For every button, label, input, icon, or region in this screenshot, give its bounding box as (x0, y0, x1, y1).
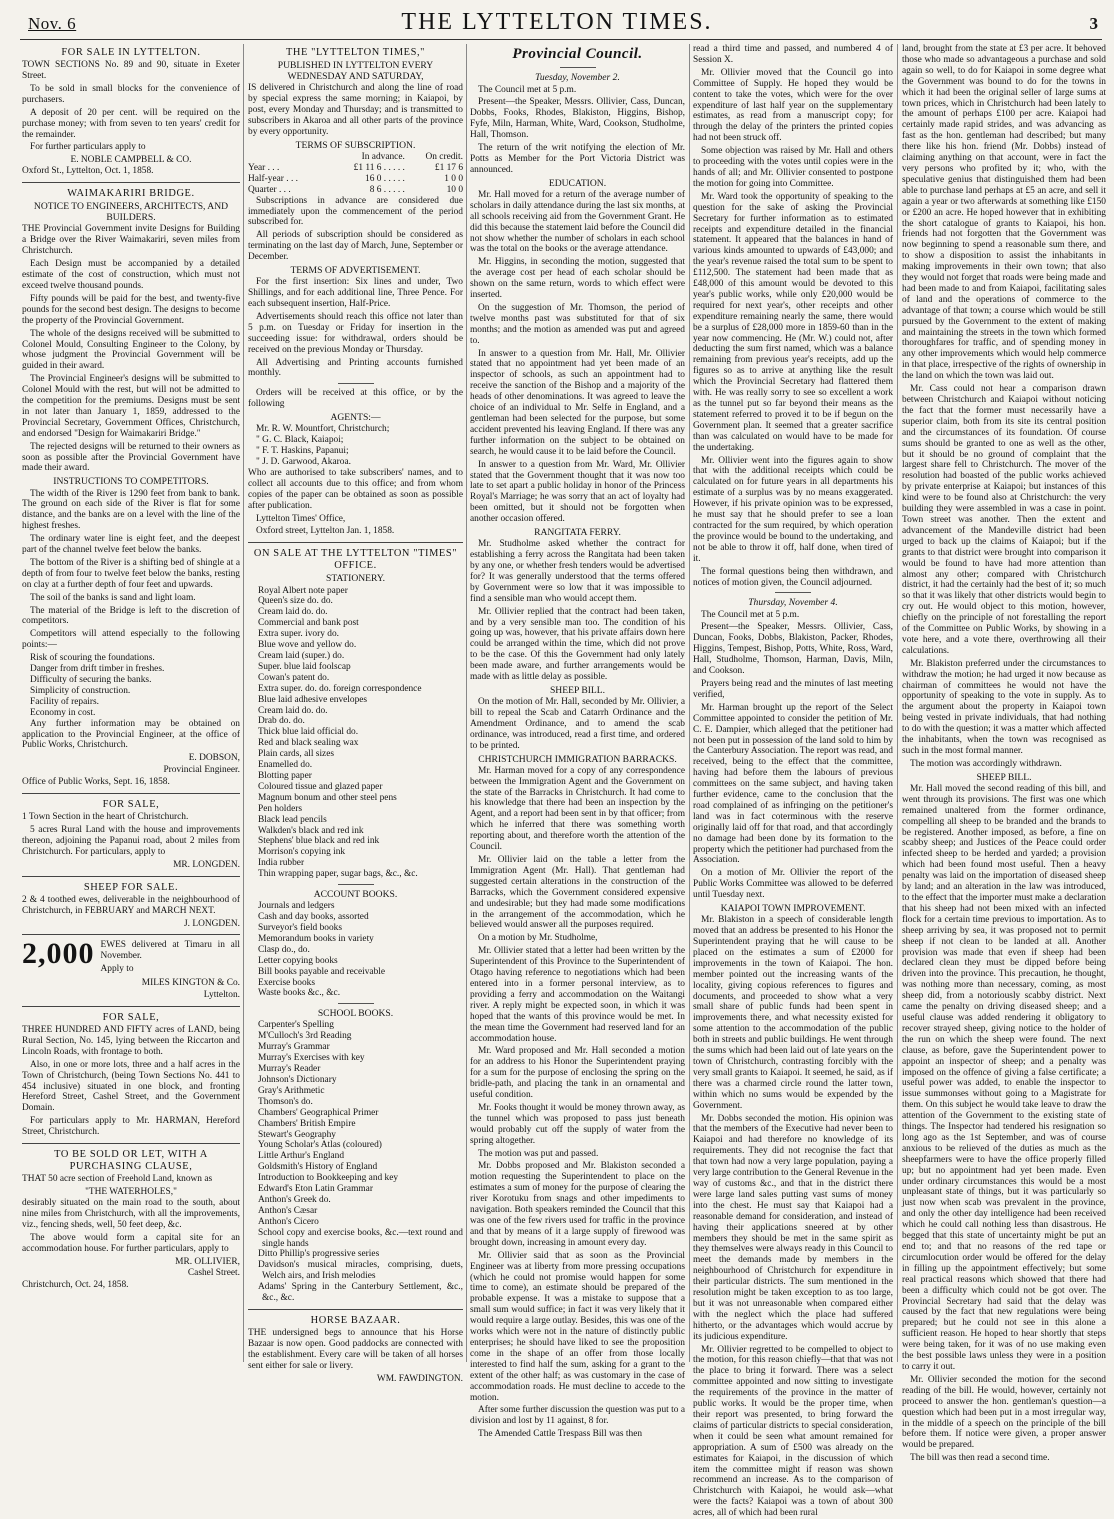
report-paragraph: Mr. Blakiston in a speech of considerable length moved that an address be presented to his Honor the Superintendent praying that he will cause to be placed on the estimates a sum of £2000 for improvements in the town of Kaiapoi. The hon. member pointed out the increasing wants of the locality, giving copious references to figures and documents, and proceeded to show what a very small share of public funds had been spent in improvements there, and what necessity existed for some attention to the accommodation of the public both in streets and public buildings. He went through the sums which had been laid out of late years on the town of Christchurch, contrasting forcibly with the very small grants to Kaiapoi. It seemed, he said, as if there was a charmed circle round the latter town, within which no sums would be expended by the Government. (693, 915, 893, 1111)
table-row (248, 174, 463, 185)
list-item: Mr. R. W. Mountfort, Christchurch; (256, 424, 390, 435)
list-item: Murray's Grammar (258, 1042, 330, 1053)
ad-body: THREE HUNDRED AND FIFTY acres of LAND, being Rural Section, No. 145, lying between the Riccarton and Lincoln Roads, with frontage to both. (22, 1025, 240, 1057)
report-subheading: SHEEP BILL. (976, 771, 1032, 783)
column-divider (466, 44, 467, 1362)
ad-heading: FOR SALE IN LYTTELTON. (61, 47, 201, 58)
list-item: Black lead pencils (258, 814, 327, 825)
report-paragraph: Mr. Ollivier said that as soon as the Provincial Engineer was at liberty from more pressing occupations (which he could not promise would happen for some time to come), an estimate should be prepared of the probable expense. It was a mistake to suppose that a small sum would suffice; in fact it was very likely that it would require a large outlay. Besides, this was one of the works which were not in the nature of distinctly public enterprises; he should have liked to see the proposition come in the shape of an offer from those locally interested to find half the sum, asking for a grant to the extent of the other half; as was customary in the case of accommodation roads. He must decline to accede to the motion. (470, 1250, 685, 1403)
ad-text: To be sold in small blocks for the convenience of purchasers. (22, 83, 240, 105)
list-item: Stephens' blue black and red ink (258, 836, 380, 847)
ad-text: desirably situated on the main road to the south, about nine miles from Christchurch, with all the improvements, viz., fencing sheds, well, 50 feet deep, &c. (22, 1198, 240, 1230)
ad-text: The ordinary water line is eight feet, and the deepest part of the channel twelve feet below the banks. (22, 534, 240, 556)
notice-body: IS delivered in Christchurch and along the line of road by special express the same morning; in Kaiapoi, by post, every Monday and Thursday; and is transmitted to subscribers in Akaroa and all other parts of the province by every opportunity. (248, 83, 463, 137)
column-divider (243, 44, 244, 1362)
list-item: Difficulty of securing the banks. (30, 675, 152, 685)
ad-text: A deposit of 20 per cent. will be required on the purchase money; with from seven to ten years' credit for the remainder. (22, 107, 240, 140)
agents-heading: AGENTS:— (330, 412, 381, 424)
ad-signature: Cashel Street. (187, 1268, 240, 1279)
report-subheading: CHRISTCHURCH IMMIGRATION BARRACKS. (478, 753, 677, 765)
report-paragraph: The bill was then read a second time. (910, 1453, 1050, 1464)
notice-subheading: PUBLISHED IN LYTTELTON EVERY WEDNESDAY AND SATURDAY, (277, 60, 434, 83)
table-cell: 8 6 . . . . . (369, 184, 405, 195)
divider (22, 793, 240, 794)
ad-text: The bottom of the River is a shifting bed of shingle at a depth of from four to twelve feet below the banks, resting on clay at a further depth of four feet and upwards. (22, 557, 240, 590)
report-paragraph: Mr. Cass could not hear a comparison drawn between Christchurch and Kaiapoi without noticing the fact that the former must necessarily have a superior claim, both from its site its central position and the circumstances of its foundation. Of course sums should be granted to one as well as the other, but it should be no ground of complaint that the largest share fell to Christchurch. The mover of the resolution had boasted of the public works achieved by private enterprise at Kaiapoi; but instances of this kind were to be found also at Christchurch: the very building they were assembled in was a case in point. Town street was another. Then the extent and advancement of the Mandeville district had been urged to back up the claims of Kaiapoi; but if the grants to that district were brought into comparison it would be found to have had more attention than almost any other; compared with Christchurch district, it had the certainly had the best of it; so much so that it was likely that other districts would begin to cry out. He would object to this motion, however, chiefly on the principle of not forestalling the report of the Committee on Public Works, by showing in a vote here, and a vote there, overthrowing all their calculations. (902, 384, 1106, 656)
report-paragraph: Mr. Hall moved for a return of the average number of scholars in daily attendance during the last six months, at all schools receiving aid from the Government Grant. He did this because the statement laid before the Council did not show whether the number of scholars in each school was the total on the books or the average attendance. (470, 189, 685, 255)
report-paragraph: Mr. Ollivier moved that the Council go into Committee of Supply. He hoped they would be content to take the votes, which were for the over expenditure of last half year on the supplementary estimates, as read from a manuscript copy; for through the delay of the printers the printed copies had not been struck off. (693, 67, 893, 144)
list-item: Introduction to Bookkeeping and key (258, 1173, 399, 1184)
list-item: Anthon's Cicero (258, 1216, 319, 1227)
list-item: Ditto Phillip's progressive series (258, 1249, 380, 1260)
newspaper-title: THE LYTTELTON TIMES. (401, 9, 713, 35)
report-paragraph: On a motion by Mr. Studholme, (478, 933, 598, 944)
list-item: Cream laid do. do. (258, 607, 328, 618)
list-item: Thin wrapping paper, sugar bags, &c., &c. (258, 869, 418, 880)
list-item: Blotting paper (258, 770, 312, 781)
ad-signature: MR. LONGDEN. (173, 859, 240, 870)
notice-signature: Lyttelton Times' Office, (256, 513, 346, 524)
divider (22, 1143, 240, 1144)
list-item: Anthon's Greek do. (258, 1194, 331, 1205)
separator (338, 884, 374, 885)
list-item: Edward's Eton Latin Grammar (258, 1184, 373, 1195)
points-list (22, 653, 240, 718)
list-item: Memorandum books in variety (258, 933, 374, 944)
table-row (248, 185, 463, 196)
list-item: Red and black sealing wax (258, 738, 359, 749)
notice-text: Advertisements should reach this office not later than 5 p.m. on Tuesday or Friday for insertion in the succeeding issue: for withdrawal, orders should be received on the previous Monday or Thursday. (248, 311, 463, 355)
ad-text: Apply to (100, 964, 134, 975)
report-paragraph: Mr. Studholme asked whether the contract for establishing a ferry across the Rangitata had been taken by any one, or whether fresh tenders would be advertised for? It was generally understood that the terms offered by Government were so low that it was impossible to find a sensible man who would accept them. (470, 539, 685, 604)
report-paragraph: read a third time and passed, and numbered 4 of Session X. (693, 44, 893, 65)
report-paragraph: Mr. Higgins, in seconding the motion, suggested that the average cost per head of each scholar should be shown on the same return, words to which effect were inserted. (470, 257, 685, 301)
ad-text: For further particulars apply to (30, 142, 146, 153)
notice-lyttelton-times (248, 47, 463, 537)
list-item: Stewart's Geography (258, 1129, 336, 1140)
ad-body: THE Provincial Government invite Designs for Building a Bridge over the River Waimakariri, seven miles from Christchurch. (22, 224, 240, 257)
report-paragraph: On the motion of Mr. Hall, seconded by Mr. Ollivier, a bill to repeal the Scab and Catarrh Ordinance and the Amendment Ordinance, and to amend the scab ordinance, was introduced, read a first time, and ordered to be printed. (470, 697, 685, 751)
report-paragraph: Mr. Ollivier replied that the contract had been taken, and by a very sensible man too. The condition of his going up was, however, that his private affairs down here could be arranged within the time, which did not prove to be the case. Of this the Government had only lately been made aware, and further arrangements would be made with as little delay as possible. (470, 606, 685, 683)
notice-text: Subscriptions in advance are considered due immediately upon the commencement of the period subscribed for. (248, 195, 463, 228)
table-header-row (248, 152, 463, 163)
ad-lyttelton-sections (22, 47, 240, 177)
report-paragraph: Present—the Speaker, Messrs. Ollivier, Cass, Duncan, Fooks, Dobbs, Blakiston, Packer, Rhodes, Higgins, Tempest, Bishop, Potts, White, Ross, Ward, Hall, Studholme, Thomson, Harman, Davis, Miln, and Cookson. (693, 622, 893, 677)
separator (338, 1003, 374, 1004)
report-paragraph: The motion was accordingly withdrawn. (910, 758, 1062, 769)
report-paragraph: Mr. Ollivier stated that a letter had been written by the Superintendent of this Province to the Superintendent of Otago having reference to negotiations which had been entered into in a former personal interview, as to providing a ferry and accommodation on the Waitangi river. A reply might be expected soon, in which it was hoped that the wants of this province would be met. In the mean time the Government had reserved land for an accommodation house. (470, 946, 685, 1044)
list-item: Journals and ledgers (258, 901, 335, 912)
ad-text: The rejected designs will be returned to their owners as soon as possible after the Provincial Government have made their award. (22, 441, 240, 474)
list-item: Cowan's patent do. (258, 672, 330, 683)
report-paragraph: Present—the Speaker, Messrs. Ollivier, Cass, Duncan, Dobbs, Fooks, Rhodes, Blakiston, Higgins, Bishop, Fyfe, Miln, Harman, White, Ward, Cookson, Studholme, Hall, Thomson. (470, 97, 685, 141)
report-paragraph: The Council met at 5 p.m. (478, 84, 577, 95)
ad-signature: MILES KINGTON & Co. (141, 978, 240, 989)
report-paragraph: land, brought from the state at £3 per acre. It behoved those who made so advantageous a purchase and sold again so well, to do for Kaiapoi in some degree what the Government was bound to do for the towns in which it had been the original seller of large sums at town prices, which in Christchurch had been lately to the amount of perhaps £100 per acre. Kaiapoi had certainly made rapid strides, and was advancing as fast as the hon. gentleman had described; but many there like his hon. friend (Mr. Dobbs) instead of claiming anything on that account, were in fact the very persons who profited by it; who, with the speculative genius that distinguished them had been able to purchase land perhaps at £5 an acre, and sell it again a year or two afterwards at something like £150 or £200 an acre. He hoped however that in exhibiting the short catalogue of grants to Kaiapoi, his hon. friends had not forgotten that the Government was now beginning to spend a reasonable sum there, and to show a disposition to assist the inhabitants in making improvements in their own town; that also they would not forget that roads were being made and had been made to and from Kaiapoi, facilitating sales of land and the operations of commerce to the advantage of that town; a course which would be still pursued by the Government to the extent of making and maintaining the streets in the town which formed thoroughfares for traffic, and of spending money in any other improvements which would help commerce in that place, irrespective of the rights of ownership in the land on which the town was laid out. (902, 44, 1106, 382)
list-item: Murray's Exercises with key (258, 1053, 365, 1064)
column-1 (22, 44, 240, 1364)
report-paragraph: Mr. Ollivier laid on the table a letter from the Immigration Agent (Mr. Hall). That gentleman had suggested certain alterations in the construction of the Barracks, which the Government considered expensive and undesirable; but they had made some modifications in the arrangement of the accommodation, which he believed would answer all the purposes required. (470, 855, 685, 931)
list-item: India rubber (258, 858, 305, 869)
list-item: Enamelled do. (258, 760, 313, 771)
separator (560, 67, 596, 68)
report-paragraph: The motion was put and passed. (478, 1148, 599, 1159)
list-item: Drab do. do. (258, 716, 305, 727)
ad-text: The material of the Bridge is left to the discretion of competitors. (22, 605, 240, 627)
list-item: Magnum bonum and other steel pens (258, 792, 397, 803)
divider (248, 1309, 463, 1310)
ad-heading: FOR SALE, (102, 799, 160, 811)
list-item: Cream laid do. do. (258, 705, 328, 716)
report-paragraph: The Council met at 5 p.m. (701, 609, 800, 620)
ad-body: 1 Town Section in the heart of Christchurch. (22, 812, 189, 823)
list-item: Plain cards, all sizes (258, 749, 335, 760)
divider (248, 542, 463, 543)
ad-heading: SHEEP FOR SALE. (83, 881, 179, 893)
list-item: Thomson's do. (258, 1096, 313, 1107)
list-item: Clasp do., do. (258, 944, 310, 955)
ad-for-sale-town-section (22, 799, 240, 871)
list-item: Coloured tissue and glazed paper (258, 781, 383, 792)
report-paragraph: After some further discussion the question was put to a division and lost by 11 against, 8 for. (470, 1405, 685, 1427)
report-paragraph: Mr. Ollivier seconded the motion for the second reading of the bill. He would, however, certainly not proceed to answer the hon. gentleman's question—a question which had been put in a most irregular way, in the middle of a speech on the principle of the bill before them. If notice were given, a proper answer would be prepared. (902, 1374, 1106, 1451)
ad-signature: Lyttelton. (203, 990, 240, 1001)
notice-text: Orders will be received at this office, or by the following (248, 388, 463, 410)
account-books-list (248, 901, 463, 999)
table-header: On credit. (425, 151, 463, 162)
column-3 (470, 44, 685, 1440)
ad-signature: WM. FAWDINGTON. (376, 1373, 463, 1384)
list-item: M'Culloch's 3rd Reading (258, 1031, 352, 1042)
list-item: Little Arthur's England (258, 1151, 345, 1162)
section-title: Provincial Council. (512, 46, 643, 62)
report-paragraph: Mr. Ward took the opportunity of speaking to the question for the sake of asking the Provincial Secretary for further information as to estimated receipts and expenditure detailed in the financial statement. It appeared that the balances in hand of various kinds amounted to upwards of £43,000; and the year's revenue raised the total sum to be spent to £112,500. The statement had been made that as £48,000 of this amount would be devoted to this year's public works, while only £20,000 would be required for next year's, other receipts and other expenditure remaining nearly the same, there would be a surplus of £28,000 more in 1859-60 than in the year now commencing. He (Mr. W.) could not, after deducting the sum first named, which was a balance remaining from previous year's receipts, add up the figures so as to arrive at anything like the result which the Provincial Secretary had flattered them with. He was really sorry to see so excellent a work as the tunnel put so far beyond their means as the statement referred to proved it to be if begun on the Government plan. It seemed that a greater sacrifice than was calculated on would have to be made for the undertaking. (693, 191, 893, 453)
table-cell: Quarter . . . (248, 184, 291, 195)
list-item: Commercial and bank post (258, 618, 359, 629)
report-paragraph: Mr. Ollivier went into the figures again to show that with the additional receipts which could be calculated on for future years in all departments his estimate of a surplus was by no means exaggerated. However, if his private opinion was to be expressed, he must say that he should prefer to see a loan contracted for the sum required, by which operation the province would be bound to the undertaking, and not be able to throw it off, half done, when tired of it. (693, 455, 893, 564)
ad-subheading: STATIONERY. (325, 573, 386, 585)
ad-text: Also, in one or more lots, three and a half acres in the Town of Christchurch, (being Town Sections No. 441 to 454 inclusive) situated in one block, and fronting Hereford Street, Cashel Street, and the Government Domain. (22, 1059, 240, 1114)
list-item: Murray's Reader (258, 1064, 321, 1075)
report-paragraph: In answer to a question from Mr. Hall, Mr. Ollivier stated that no appointment had yet been made of an inspector of schools, as such an appointment had to receive the sanction of the Bishop and a majority of the heads of other denominations. It was agreed to leave the choice of an individual to Mr. Selfe in England, and a gentleman had been selected for the purpose, but some accident prevented his leaving England. If there was any further information on the subject to be obtained on search, he would cause it to be laid before the Council. (470, 348, 685, 457)
ad-body: THE undersigned begs to announce that his Horse Bazaar is now open. Good paddocks are connected with the establishment. Every care will be taken of all horses sent either for sale or livery. (248, 1328, 463, 1371)
list-item: Blue laid adhesive envelopes (258, 694, 368, 705)
list-item: Facility of repairs. (30, 696, 99, 707)
ad-text: The soil of the banks is sand and light loam. (30, 592, 196, 603)
list-item: " G. C. Black, Kaiapoi; (256, 435, 344, 446)
separator (775, 592, 811, 593)
list-item: Thick blue laid official do. (258, 727, 359, 738)
notice-heading: THE "LYTTELTON TIMES," (285, 47, 426, 58)
column-4 (693, 44, 893, 1519)
list-item: Simplicity of construction. (30, 685, 131, 696)
ad-text: The Provincial Engineer's designs will be submitted to Colonel Mould with the rest, but will not be admitted to the competition for the premiums. Designs must be sent in not later than January 1, 1859, addressed to the Provincial Secretary, Government Offices, Christchurch, and endorsed "Design for Waimakariri Bridge." (22, 374, 240, 439)
report-subheading: RANGITATA FERRY. (534, 527, 621, 539)
list-item: Bill books payable and receivable (258, 966, 386, 977)
notice-text: Who are authorised to take subscribers' names, and to collect all accounts due to this office; and from whom copies of the paper can be obtained as soon as possible after publication. (248, 467, 463, 511)
table-header (248, 152, 325, 163)
list-item: Davidson's musical miracles, comprising, duets, Welch airs, and Irish melodies (258, 1260, 463, 1282)
notice-text: For the first insertion: Six lines and under, Two Shillings, and for each additional line, Three Pence. For each subsequent insertion, Half-Price. (248, 277, 463, 309)
ad-text: Any further information may be obtained on application to the Provincial Engineer, at the office of Public Works, Christchurch. (22, 718, 240, 751)
table-row (248, 163, 463, 174)
ad-text: The above would form a capital site for an accommodation house. For further particulars, apply to (22, 1232, 240, 1254)
column-divider (689, 44, 690, 1362)
ad-horse-bazaar (248, 1315, 463, 1385)
list-item: Gray's Arithmetic (258, 1085, 325, 1096)
column-2 (248, 44, 463, 1384)
report-paragraph: Mr. Harman brought up the report of the Select Committee appointed to consider the petition of Mr. C. E. Dampier, which alleged that the petitioner had not been put in possession of the land sold to him by the Canterbury Association. The report was read, and received, being to the effect that the committee, having had before them the labours of previous committees on the same subject, and having taken further evidence, came to the conclusion that the road complained of as infringing on the petitioner's land was in fact coterminous with the reserve originally laid off for that road, and that accordingly no damage had been done by its formation to the property which the petitioner had purchased from the Association. (693, 702, 893, 866)
ad-body: TOWN SECTIONS No. 89 and 90, situate in Exeter Street. (22, 60, 240, 81)
ad-body: EWES delivered at Timaru in all November. (100, 940, 240, 962)
report-subheading: SHEEP BILL. (549, 684, 606, 696)
report-paragraph: In answer to a question from Mr. Ward, Mr. Ollivier stated that the Government thought that it was now too late to set apart a public holiday in honor of the Princess Royal's Marriage; he was sorry that an act of loyalty had been omitted, but it should not be forgotten when another occasion offered. (470, 459, 685, 525)
list-item: Chambers' Geographical Primer (258, 1107, 379, 1118)
agents-list (248, 424, 463, 468)
list-item: Risk of scouring the foundations. (30, 653, 155, 664)
stationery-list (248, 586, 463, 880)
session-date: Tuesday, November 2. (535, 72, 620, 84)
list-item: Cash and day books, assorted (258, 912, 369, 923)
ad-text: Competitors will attend especially to the following points:— (22, 629, 240, 651)
ad-subheading: INSTRUCTIONS TO COMPETITORS. (53, 476, 209, 488)
divider (22, 182, 240, 183)
ad-signature: E. NOBLE CAMPBELL & CO. (70, 155, 192, 166)
list-item: Cream laid (super.) do. (258, 651, 345, 661)
notice-date: Oxford street, Lyttelton Jan. 1, 1858. (256, 526, 395, 537)
table-cell: 16 0 . . . . . (365, 173, 405, 184)
list-item: Royal Albert note paper (258, 585, 348, 596)
report-paragraph: The formal questions being then withdrawn, and notices of motion given, the Council adjourned. (693, 566, 893, 588)
school-books-list (248, 1020, 463, 1304)
list-item: Letter copying books (258, 955, 338, 966)
table-cell: 10 0 (446, 184, 463, 195)
list-item: Economy in cost. (30, 707, 96, 718)
list-item: Danger from drift timber in freshes. (30, 664, 165, 675)
ad-text: The width of the River is 1290 feet from bank to bank. The ground on each side of the River is flat for some distance, and the banks are on a level with the line of the highest freshes. (22, 488, 240, 532)
ad-stationery (248, 548, 463, 1304)
report-paragraph: Mr. Ward proposed and Mr. Hall seconded a motion for an address to his Honor the Superintendent praying for a sum for the purpose of enclosing the spring on the bridle-path, and placing the tank in an ornamental and useful condition. (470, 1046, 685, 1101)
ad-land-for-sale (22, 1012, 240, 1138)
report-paragraph: On the suggestion of Mr. Thomson, the period of twelve months past was substituted for that of six months; and the motion as amended was put and agreed to. (470, 302, 685, 346)
list-item: Morrison's copying ink (258, 847, 346, 858)
ad-signature: E. DOBSON, (188, 753, 240, 764)
notice-text: All Advertising and Printing accounts furnished monthly. (248, 357, 463, 379)
list-item: " F. T. Haskins, Papanui; (256, 446, 349, 457)
subscription-table (248, 152, 463, 196)
ad-heading: TO BE SOLD OR LET, WITH A PURCHASING CLAUSE, (54, 1149, 208, 1173)
list-item: Surveyor's field books (258, 922, 342, 933)
list-item: Pen holders (258, 803, 303, 814)
report-paragraph: Prayers being read and the minutes of last meeting verified, (693, 678, 893, 700)
ad-text: Fifty pounds will be paid for the best, and twenty-five pounds for the second best design. The designs to become the property of the Provincial Government. (22, 293, 240, 326)
table-cell: £1 11 6 . . . . . (353, 162, 405, 173)
ad-large-number: 2,000 (22, 937, 95, 971)
list-item: Waste books &c., &c. (258, 988, 341, 999)
list-item: Goldsmith's History of England (258, 1162, 378, 1173)
list-item: Extra super. do. do. foreign correspondence (258, 683, 422, 694)
report-paragraph: Mr. Dobbs seconded the motion. His opinion was that the members of the Executive had never been to Kaiapoi and had therefore no knowledge of its requirements. They did not recognise the fact that that town had now a very large population, paying a very large contribution to the General Revenue in the way of customs &c., and that in the district there were large land sales putting vast sums of money into the chest. He must say that Kaiapoi had a reasonable demand for consideration, and instead of having their applications sneered at by other members they should be met in the same spirit as they themselves were always ready in this Council to meet the demands made by members in the neighbourhood of Christchurch for expenditure in their particular districts. The sum mentioned in the resolution might be taken exception to as too large, but it was not unreasonable when compared either with the neglect which the place had suffered hitherto, or the advantages which would accrue by its judicious expenditure. (693, 1113, 893, 1342)
page-number: 3 (1089, 14, 1098, 33)
ad-heading: WAIMAKARIRI BRIDGE. (67, 188, 195, 200)
divider (22, 934, 240, 935)
ad-signature: J. LONGDEN. (184, 918, 240, 929)
report-paragraph: On a motion of Mr. Ollivier the report of the Public Works Committee was allowed to be deferred until Tuesday next. (693, 868, 893, 901)
list-item: School copy and exercise books, &c.—text round and single hands (258, 1227, 463, 1249)
list-item: Extra super. ivory do. (258, 629, 339, 640)
masthead-rule (20, 39, 1102, 40)
ad-text: The whole of the designs received will be submitted to Colonel Mould, Consulting Engineer to the Colony, by whose judgment the Provincial Government will be guided in their award. (22, 328, 240, 372)
advertisement-terms-heading: TERMS OF ADVERTISEMENT. (290, 265, 421, 277)
table-cell: £1 17 6 (434, 162, 463, 173)
report-paragraph: Some objection was raised by Mr. Hall and others to proceeding with the votes until copies were in the hands of all; and Mr. Ollivier consented to postpone the motion for going into Committee. (693, 146, 893, 189)
list-item: Carpenter's Spelling (258, 1020, 334, 1031)
ad-date: Office of Public Works, Sept. 16, 1858. (22, 777, 170, 788)
report-paragraph: Mr. Ollivier regretted to be compelled to object to the motion, for this reason chiefly—that that was not the place to bring it forward. There was a select committee appointed and now sitting to investigate the requirements of the province in the matter of public works. It would be the proper time, when their report was presented, to bring forward the claims of particular districts to special consideration, when it could be seen what amount remained for appropriation. A sum of £500 was already on the estimates for Kaiapoi, in the discussion of which item the committee might if reason was shown recommend an increase. As to the comparison of Christchurch with Kaiapoi, he would ask—what were the facts? Kaiapoi was a town of about 300 acres, all of which had been rural (693, 1344, 893, 1519)
report-subheading: KAIAPOI TOWN IMPROVEMENT. (720, 903, 866, 915)
ad-signature: Provincial Engineer. (163, 765, 240, 776)
separator (338, 383, 374, 384)
report-paragraph: Mr. Blakiston preferred under the circumstances to withdraw the motion; he had urged it now because as chairman of committees he would not have the opportunity of speaking to the vote in supply. As to the argument about the property in Kaiapoi town being vested in private individuals, that had nothing to do with the question; it was a matter which affected the inhabitants, when the town was recognised as such in the most formal manner. (902, 658, 1106, 756)
report-paragraph: The return of the writ notifying the election of Mr. Potts as Member for the Port Victoria District was announced. (470, 143, 685, 175)
table-cell: 1 0 0 (444, 173, 463, 184)
school-books-heading: SCHOOL BOOKS. (317, 1008, 394, 1020)
report-paragraph: The Amended Cattle Trespass Bill was then (478, 1429, 643, 1440)
ad-sheep-for-sale (22, 882, 240, 930)
ad-heading: ON SALE AT THE LYTTELTON "TIMES" OFFICE. (253, 548, 458, 572)
ad-waterholes (22, 1149, 240, 1291)
ad-body: THAT 50 acre section of Freehold Land, known as (22, 1174, 213, 1185)
report-subheading: EDUCATION. (548, 177, 607, 189)
table-cell: Half-year . . . (248, 173, 298, 184)
masthead (0, 0, 1114, 40)
list-item: Anthon's Cæsar (258, 1205, 318, 1216)
ad-waimakariri-bridge (22, 188, 240, 788)
table-cell: Year . . . (248, 162, 280, 173)
ad-date: Christchurch, Oct. 24, 1858. (22, 1280, 129, 1291)
issue-date: Nov. 6 (28, 14, 77, 33)
ad-text: 5 acres Rural Land with the house and improvements thereon, adjoining the Papanui road, about 2 miles from Christchurch. For particulars, apply to (22, 825, 240, 857)
divider (22, 876, 240, 877)
report-paragraph: Mr. Dobbs proposed and Mr. Blakiston seconded a motion requesting the Superintendent to place on the estimates a sum of money for the purpose of clearing the river Korotuku from snags and other impediments to navigation. Both speakers reminded the Council that this was one of the few rivers used for traffic in the province and that by means of it a large supply of firewood was brought down, increasing in amount every day. (470, 1161, 685, 1248)
list-item: Blue wove and yellow do. (258, 640, 357, 651)
table-header: In advance. (361, 151, 405, 162)
list-item: Adams' Spring in the Canterbury Settlement, &c., &c., &c. (258, 1282, 463, 1304)
list-item: Young Scholar's Atlas (coloured) (258, 1140, 382, 1151)
report-paragraph: Mr. Harman moved for a copy of any correspondence between the Immigration Agent and the Government on the state of the Barracks in Christchurch. It had come to his knowledge that there had been an inspection by the Agent, and a report had been sent in by that officer; from which he inferred that there was something worth reporting about, and therefore worth the attention of the Council. (470, 765, 685, 853)
ad-heading: HORSE BAZAAR. (310, 1315, 401, 1326)
ad-property-name: "THE WATERHOLES," (85, 1187, 177, 1198)
ad-signature: MR. OLLIVIER, (175, 1256, 240, 1267)
ad-ewes (22, 937, 240, 1001)
ad-text: Each Design must be accompanied by a detailed estimate of the cost of construction, which must not exceed twelve thousand pounds. (22, 259, 240, 291)
column-divider (897, 44, 898, 1362)
list-item: Johnson's Dictionary (258, 1074, 337, 1085)
ad-subheading: NOTICE TO ENGINEERS, ARCHITECTS, AND BUILDERS. (33, 201, 229, 224)
notice-text: All periods of subscription should be considered as terminating on the last day of March, June, September or December. (248, 230, 463, 263)
ad-heading: FOR SALE, (102, 1011, 160, 1023)
ad-body: 2 & 4 toothed ewes, deliverable in the neighbourhood of Christchurch, in FEBRUARY and MARCH NEXT. (22, 894, 240, 916)
list-item: Exercise books (258, 977, 316, 988)
list-item: Super. blue laid foolscap (258, 661, 351, 672)
session-date: Thursday, November 4. (748, 597, 838, 609)
list-item: Walkden's black and red ink (258, 825, 364, 836)
report-paragraph: Mr. Fooks thought it would be money thrown away, as the tunnel which was proposed to pass just beneath would probably cut off the supply of water from the spring altogether. (470, 1102, 685, 1146)
account-books-heading: ACCOUNT BOOKS. (313, 889, 398, 901)
divider (22, 1006, 240, 1007)
list-item: Chambers' British Empire (258, 1118, 356, 1129)
list-item: " J. D. Garwood, Akaroa. (256, 456, 351, 467)
ad-date: Oxford St., Lyttelton, Oct. 1, 1858. (22, 166, 154, 177)
report-paragraph: Mr. Hall moved the second reading of this bill, and went through its provisions. The first was one which remained unaltered from the former ordinance, compelling all sheep to be branded and the brands to be registered. Another imposed, as before, a fine on scabby sheep; and Justices of the Peace could order infected sheep to be herded and yarded; a provision which had been found most useful. Then a heavy penalty was laid on the importation of diseased sheep by land; and an alteration in the law was introduced, to the effect that the importer must make a declaration that his sheep had not been mixed with an infected flock for a certain time previous to importation. As to sheep arriving by sea, it was proposed not to permit sheep if not clean to be landed at all. Another provision was made that even if sheep had been declared clean they must be dipped before being driven into the province. This precaution, he thought, was nothing more than necessary, coming, as most sheep did, from a notoriously scabby district. Next came the penalty on driving diseased sheep; and a useful clause was added rendering it obligatory to recover strayed sheep, giving notice to the holder of the run on which the sheep were found. The next clause, as before, gave the Superintendent power to appoint an inspector of sheep; and a penalty was imposed on the offence of giving a false certificate; a useful power was added, to enable the inspector to issue summonses without going to a Magistrate for them. On this subject he would take leave to draw the attention of the Government to the existing state of things. The Inspector had tendered his resignation so long ago as the 1st September, and was of course anxious to be relieved of the duties as much as the sheepfarmers were to have the office properly filled up; but no appointment had yet been made. Even under ordinary circumstances this would be a most unpleasant state of things, but it was particularly so just now when scab was prevalent in the province, and only the other day intelligence had been received which he could call nothing less than disastrous. He begged that this state of uncertainty might be put an end to; and that no reasons of the red tape or circumlocution order would be offered for the delay in filling up the appointment effectively; but some real practical reasons which showed that there had been a difficulty which could not be got over. The Provincial Secretary had said that the delay was caused by the fact that new regulations were being prepared; but he could not see in this alone a sufficient reason. He hoped to hear shortly that steps were being taken, for it was of no use making even the best possible laws unless they were in a position to carry it out. (902, 783, 1106, 1372)
ad-text: For particulars apply to Mr. HARMAN, Hereford Street, Christchurch. (22, 1116, 240, 1138)
list-item: Queen's size do. do. (258, 596, 333, 607)
column-5 (902, 44, 1106, 1464)
terms-heading: TERMS OF SUBSCRIPTION. (295, 139, 416, 151)
